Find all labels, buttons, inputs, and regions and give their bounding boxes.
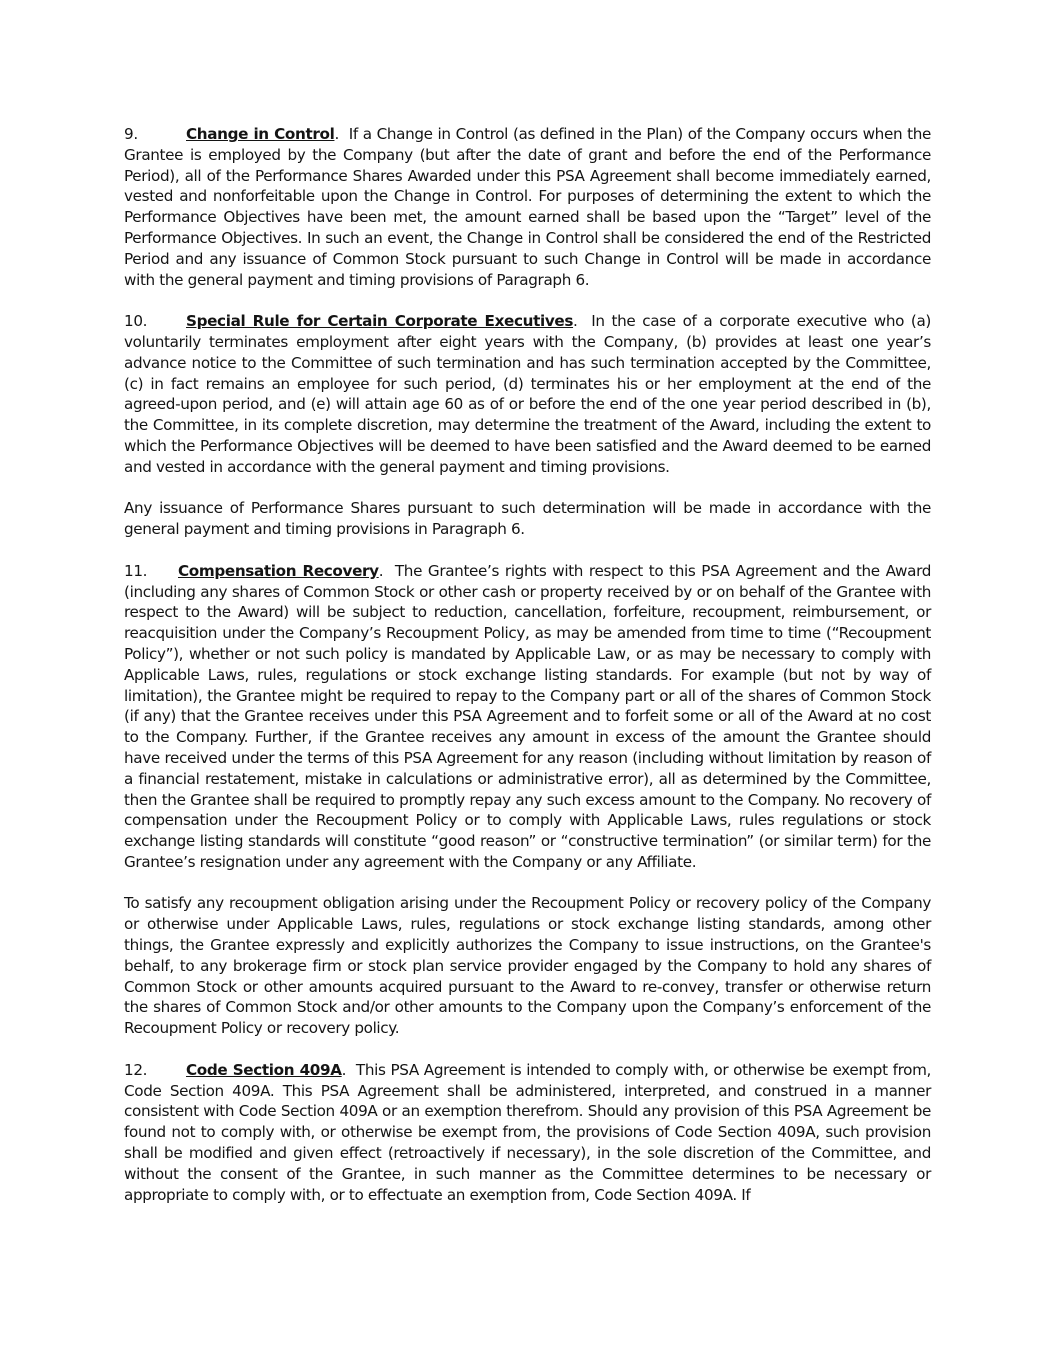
section-number: 10.: [124, 312, 148, 331]
section-number: 9.: [124, 125, 138, 143]
section-text: In the case of a corporate executive who (a) voluntarily terminates employment after eight years with the Company, (b) provides at least one year’s advance notice to the Committee of such termination and has such termination accepted by the Committee, (c) in fact remains an employee for such period, (d) terminates his or her employment at the end of the agreed-upon period, and (e) will attain age 60 as of or before the end of the one year period described in (b), the Committee, in its complete discretion, may determine the treatment of the Award, including the extent to which the Performance Objectives will be deemed to have been satisfied and the Award deemed to be earned and vested in accordance with the general payment and timing provisions.: [124, 312, 931, 476]
section-10-followup: Any issuance of Performance Shares pursuant to such determination will be made in accordance with the general payment and timing provisions in Paragraph 6.: [124, 499, 931, 539]
section-heading: Change in Control: [186, 125, 335, 143]
section-12: 12. Code Section 409A. This PSA Agreement is intended to comply with, or otherwise be exempt from, Code Section 409A. This PSA Agreement shall be administered, interpreted, and construed in a manner consistent with Code Section 409A or an exemption therefrom. Should any provision of this PSA Agreement be found not to comply with, or otherwise be exempt from, the provisions of Code Section 409A, such provision shall be modified and given effect (retroactively if necessary), in the sole discretion of the Committee, and without the consent of the Grantee, in such manner as the Committee determines to be necessary or appropriate to comply with, or to effectuate an exemption from, Code Section 409A. If: [124, 1060, 931, 1204]
section-10: 10. Special Rule for Certain Corporate Executives. In the case of a corporate executive who (a) voluntarily terminates employment after eight years with the Company, (b) provides at least one year’s advance notice to the Committee of such termination and has such termination accepted by the Committee, (c) in fact remains an employee for such period, (d) terminates his or her employment at the end of the agreed-upon period, and (e) will attain age 60 as of or before the end of the one year period described in (b), the Committee, in its complete discretion, may determine the treatment of the Award, including the extent to which the Performance Objectives will be deemed to have been satisfied and the Award deemed to be earned and vested in accordance with the general payment and timing provisions.: [124, 312, 931, 476]
section-text: This PSA Agreement is intended to comply with, or otherwise be exempt from, Code Section 409A. This PSA Agreement shall be administered, interpreted, and construed in a manner consistent with Code Section 409A or an exemption therefrom. Should any provision of this PSA Agreement be found not to comply with, or otherwise be exempt from, the provisions of Code Section 409A, such provision shall be modified and given effect (retroactively if necessary), in the sole discretion of the Committee, and without the consent of the Grantee, in such manner as the Committee determines to be necessary or appropriate to comply with, or to effectuate an exemption from, Code Section 409A. If: [124, 1060, 931, 1204]
section-heading: Code Section 409A: [186, 1060, 342, 1079]
section-heading: Special Rule for Certain Corporate Executives: [186, 312, 574, 331]
section-heading: Compensation Recovery: [178, 561, 379, 580]
section-11: 11. Compensation Recovery. The Grantee’s rights with respect to this PSA Agreement and the Award (including any shares of Common Stock or other cash or property received by or on behalf of the Grantee with respect to the Award) will be subject to reduction, cancellation, forfeiture, recoupment, reimbursement, or reacquisition under the Company’s Recoupment Policy, as may be amended from time to time (“Recoupment Policy”), whether or not such policy is mandated by Applicable Law, or as may be necessary to comply with Applicable Laws, rules, regulations or stock exchange listing standards. For example (but not by way of limitation), the Grantee might be required to repay to the Company part or all of the shares of Common Stock (if any) that the Grantee receives under this PSA Agreement and to forfeit some or all of the Award at no cost to the Company. Further, if the Grantee receives any amount in excess of the amount the Grantee should have received under the terms of this PSA Agreement for any reason (including without limitation by reason of a financial restatement, mistake in calculations or administrative error), all as determined by the Committee, then the Grantee shall be required to promptly repay any such excess amount to the Company. No recovery of compensation under the Recoupment Policy or to comply with Applicable Laws, rules regulations or stock exchange listing standards will constitute “good reason” or “constructive termination” (or similar term) for the Grantee’s resignation under any agreement with the Company or any Affiliate.: [124, 561, 932, 871]
section-text: If a Change in Control (as defined in the Plan) of the Company occurs when the Grantee is employed by the Company (but after the date of grant and before the end of the Performance Period), all of the Performance Shares Awarded under this PSA Agreement shall become immediately earned, vested and nonforfeitable upon the Change in Control. For purposes of determining the extent to which the Performance Objectives have been met, the amount earned shall be based upon the “Target” level of the Performance Objectives. In such an event, the Change in Control shall be considered the end of the Restricted Period and any issuance of Common Stock pursuant to such Change in Control will be made in accordance with the general payment and timing provisions of Paragraph 6.: [124, 125, 931, 289]
document-body: [124, 124, 931, 1226]
section-number: 11.: [124, 561, 148, 580]
section-number: 12.: [124, 1060, 148, 1079]
section-9: 9. Change in Control. If a Change in Control (as defined in the Plan) of the Company occurs when the Grantee is employed by the Company (but after the date of grant and before the end of the Performance Period), all of the Performance Shares Awarded under this PSA Agreement shall become immediately earned, vested and nonforfeitable upon the Change in Control. For purposes of determining the extent to which the Performance Objectives have been met, the amount earned shall be based upon the “Target” level of the Performance Objectives. In such an event, the Change in Control shall be considered the end of the Restricted Period and any issuance of Common Stock pursuant to such Change in Control will be made in accordance with the general payment and timing provisions of Paragraph 6.: [124, 125, 931, 289]
section-text: The Grantee’s rights with respect to this PSA Agreement and the Award (including any shares of Common Stock or other cash or property received by or on behalf of the Grantee with respect to the Award) will be subject to reduction, cancellation, forfeiture, recoupment, reimbursement, or reacquisition under the Company’s Recoupment Policy, as may be amended from time to time (“Recoupment Policy”), whether or not such policy is mandated by Applicable Law, or as may be necessary to comply with Applicable Laws, rules, regulations or stock exchange listing standards. For example (but not by way of limitation), the Grantee might be required to repay to the Company part or all of the shares of Common Stock (if any) that the Grantee receives under this PSA Agreement and to forfeit some or all of the Award at no cost to the Company. Further, if the Grantee receives any amount in excess of the amount the Grantee should have received under the terms of this PSA Agreement for any reason (including without limitation by reason of a financial restatement, mistake in calculations or administrative error), all as determined by the Committee, then the Grantee shall be required to promptly repay any such excess amount to the Company. No recovery of compensation under the Recoupment Policy or to comply with Applicable Laws, rules regulations or stock exchange listing standards will constitute “good reason” or “constructive termination” (or similar term) for the Grantee’s resignation under any agreement with the Company or any Affiliate.: [124, 561, 932, 871]
section-11-followup: To satisfy any recoupment obligation arising under the Recoupment Policy or recovery policy of the Company or otherwise under Applicable Laws, rules, regulations or stock exchange listing standards, among other things, the Grantee expressly and explicitly authorizes the Company to issue instructions, on the Grantee's behalf, to any brokerage firm or stock plan service provider engaged by the Company to hold any shares of Common Stock or other amounts acquired pursuant to the Award to re-convey, transfer or otherwise return the shares of Common Stock and/or other amounts to the Company upon the Company’s enforcement of the Recoupment Policy or recovery policy.: [124, 894, 931, 1038]
